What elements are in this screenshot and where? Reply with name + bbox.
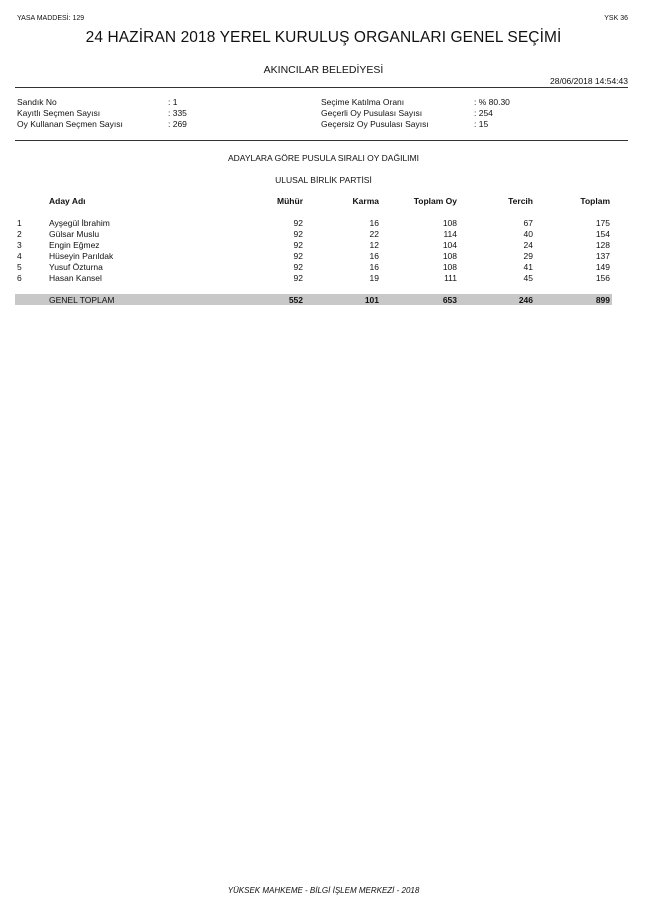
row-number: 4 [17, 251, 22, 261]
candidate-name: Engin Eğmez [49, 240, 100, 250]
karma-value: 12 [369, 240, 379, 250]
column-header-tercih: Tercih [508, 196, 533, 206]
info-value: : 254 [474, 108, 493, 118]
candidate-name: Yusuf Özturna [49, 262, 103, 272]
karma-value: 16 [369, 262, 379, 272]
column-header-toplam-oy: Toplam Oy [413, 196, 457, 206]
info-label: Geçersiz Oy Pusulası Sayısı [321, 119, 429, 129]
tercih-value: 40 [523, 229, 533, 239]
tercih-value: 41 [523, 262, 533, 272]
muhur-value: 92 [293, 229, 303, 239]
form-code: YSK 36 [604, 15, 628, 22]
law-article: YASA MADDESİ: 129 [17, 15, 85, 22]
total-toplam: 899 [595, 295, 610, 305]
toplam-value: 128 [595, 240, 610, 250]
muhur-value: 92 [293, 251, 303, 261]
toplam-oy-value: 104 [442, 240, 457, 250]
row-number: 6 [17, 273, 22, 283]
toplam-value: 175 [595, 218, 610, 228]
karma-value: 16 [369, 218, 379, 228]
row-number: 5 [17, 262, 22, 272]
info-label: Geçerli Oy Pusulası Sayısı [321, 108, 423, 118]
candidate-name: Hasan Kansel [49, 273, 102, 283]
tercih-value: 67 [523, 218, 533, 228]
toplam-value: 156 [595, 273, 610, 283]
report-timestamp: 28/06/2018 14:54:43 [550, 76, 628, 86]
page-title: 24 HAZİRAN 2018 YEREL KURULUŞ ORGANLARI GENEL SEÇİMİ [85, 29, 562, 46]
toplam-oy-value: 114 [443, 229, 457, 239]
karma-value: 16 [369, 251, 379, 261]
tercih-value: 29 [523, 251, 533, 261]
tercih-value: 45 [523, 273, 533, 283]
toplam-value: 137 [595, 251, 610, 261]
muhur-value: 92 [293, 240, 303, 250]
total-tercih: 246 [518, 295, 533, 305]
candidate-name: Hüseyin Parıldak [49, 251, 114, 261]
column-header-karma: Karma [352, 196, 379, 206]
karma-value: 22 [369, 229, 379, 239]
party-name: ULUSAL BİRLİK PARTİSİ [275, 175, 372, 185]
section-heading: ADAYLARA GÖRE PUSULA SIRALI OY DAĞILIMI [227, 153, 419, 163]
toplam-value: 149 [595, 262, 610, 272]
toplam-oy-value: 108 [442, 262, 457, 272]
info-label: Sandık No [17, 97, 57, 107]
divider [15, 140, 628, 141]
info-value: : 15 [474, 119, 489, 129]
info-label: Oy Kullanan Seçmen Sayısı [17, 119, 123, 129]
toplam-oy-value: 108 [442, 218, 457, 228]
info-value: : 1 [168, 97, 178, 107]
row-number: 3 [17, 240, 22, 250]
toplam-value: 154 [595, 229, 610, 239]
total-karma: 101 [364, 295, 379, 305]
row-number: 1 [17, 218, 22, 228]
toplam-oy-value: 108 [442, 251, 457, 261]
toplam-oy-value: 111 [444, 273, 457, 283]
info-value: : 335 [168, 108, 187, 118]
karma-value: 19 [369, 273, 379, 283]
info-label: Seçime Katılma Oranı [321, 97, 405, 107]
row-number: 2 [17, 229, 22, 239]
info-label: Kayıtlı Seçmen Sayısı [17, 108, 101, 118]
divider [15, 87, 628, 88]
candidate-name: Ayşegül İbrahim [49, 218, 110, 228]
tercih-value: 24 [523, 240, 533, 250]
muhur-value: 92 [293, 218, 303, 228]
total-muhur: 552 [288, 295, 303, 305]
column-header-name: Aday Adı [49, 196, 86, 206]
total-toplam-oy: 653 [442, 295, 457, 305]
info-value: : 269 [168, 119, 187, 129]
muhur-value: 92 [293, 262, 303, 272]
page-footer: YÜKSEK MAHKEME - BİLGİ İŞLEM MERKEZİ - 2018 [227, 886, 420, 895]
candidate-name: Gülsar Muslu [49, 229, 100, 239]
column-header-muhur: Mühür [277, 196, 303, 206]
total-label: GENEL TOPLAM [49, 295, 115, 305]
muhur-value: 92 [293, 273, 303, 283]
column-header-toplam: Toplam [580, 196, 610, 206]
municipality-name: AKINCILAR BELEDİYESİ [263, 64, 384, 76]
info-value: : % 80.30 [474, 97, 510, 107]
